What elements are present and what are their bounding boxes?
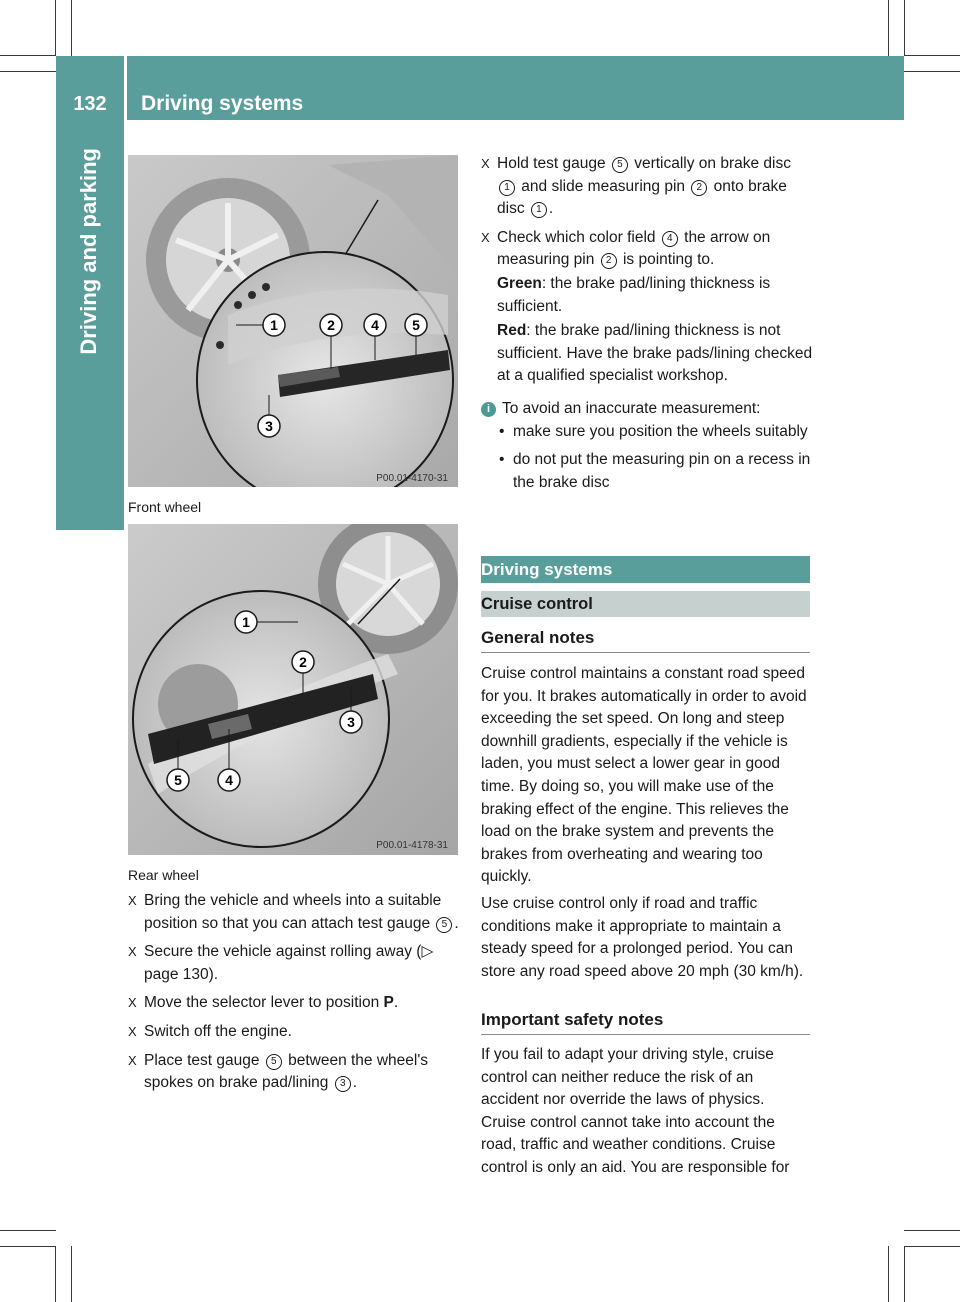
step-text: the arrow on measuring pin: [497, 228, 771, 269]
callout-reference: 2: [691, 180, 707, 196]
crop-mark: [904, 1246, 960, 1247]
step-marker: X: [481, 156, 490, 171]
step-text: is pointing to.: [618, 251, 715, 269]
step-text: vertically on brake disc: [629, 155, 791, 172]
info-bullet: • make sure you position the wheels suitably: [499, 422, 808, 440]
instruction-step: [481, 227, 813, 272]
svg-text:1: 1: [242, 614, 250, 630]
svg-text:3: 3: [347, 714, 355, 730]
left-steps: [128, 890, 460, 1101]
step-marker: X: [128, 944, 137, 960]
green-label: Green: [497, 275, 542, 292]
info-icon: i: [481, 402, 496, 417]
instruction-step: [128, 890, 460, 935]
instruction-step: [128, 992, 460, 1015]
crop-mark: [71, 1246, 72, 1302]
general-notes-heading: General notes: [481, 628, 810, 653]
info-intro-text: To avoid an inaccurate measurement:: [502, 400, 761, 417]
info-bullet-text: make sure you position the wheels suitably: [513, 422, 808, 440]
figure-caption-front: Front wheel: [128, 499, 202, 515]
instruction-step: [481, 153, 813, 221]
instruction-step: [128, 1050, 460, 1095]
step-text: page 130).: [144, 965, 219, 983]
crop-mark: [71, 0, 72, 56]
crop-mark: [0, 55, 56, 56]
red-result: [497, 320, 815, 388]
page-number: 132: [73, 93, 107, 115]
step-text: .: [393, 994, 399, 1012]
step-text: onto brake disc: [497, 177, 787, 218]
step-text: Check which color field: [497, 228, 660, 246]
callout-reference: 1: [531, 202, 547, 218]
crop-mark: [904, 1246, 905, 1302]
step-marker: X: [128, 893, 137, 908]
red-text: : the brake pad/lining thickness is not sufficient. Have the brake pads/lining checked at a qualified specialist workshop.: [497, 322, 813, 385]
front-wheel-illustration: [128, 155, 458, 487]
crop-mark: [55, 1246, 56, 1302]
step-text: Hold test gauge: [497, 155, 610, 172]
step-text: Secure the vehicle against rolling away (: [144, 943, 422, 961]
step-marker: X: [128, 995, 137, 1011]
general-notes-p2: Use cruise control only if road and traffic conditions make it appropriate to maintain a steady speed for a prolonged period. You can store any road speed above 20 mph (30 km/h).: [481, 894, 804, 980]
instruction-step: [128, 1021, 460, 1044]
callout-reference: 5: [266, 1054, 282, 1070]
step-text: between the wheel's spokes on brake pad/lining: [144, 1051, 429, 1092]
info-note: [481, 398, 813, 494]
step-text: .: [548, 200, 554, 218]
step-text: Switch off the engine.: [144, 1022, 292, 1040]
step-text: Bring the vehicle and wheels into a suitable position so that you can attach test gauge: [144, 892, 442, 932]
right-steps: [481, 153, 813, 278]
header-divider: [124, 56, 127, 120]
subsection-bar: [481, 591, 810, 617]
crop-mark: [904, 0, 905, 56]
callout-reference: 2: [601, 253, 617, 269]
chapter-label: Driving and parking: [76, 148, 101, 355]
page-title: Driving systems: [141, 92, 304, 115]
step-text: .: [352, 1074, 358, 1092]
callout-reference: 1: [499, 180, 515, 196]
crop-mark: [0, 1246, 56, 1247]
step-text: Place test gauge: [144, 1051, 264, 1069]
crop-mark: [888, 0, 889, 56]
color-results: [497, 273, 815, 388]
general-notes-body: [481, 663, 813, 983]
safety-heading: Important safety notes: [481, 1010, 810, 1035]
section-bar: [481, 556, 810, 583]
crop-mark: [904, 71, 960, 72]
figure-code: P00.01-4170-31: [376, 473, 448, 484]
section-bar-title: Driving systems: [481, 560, 613, 579]
step-text: ▷: [421, 943, 434, 961]
step-marker: X: [128, 1052, 137, 1068]
crop-mark: [0, 1230, 56, 1231]
callout-reference: 5: [612, 157, 628, 173]
info-bullet: • do not put the measuring pin on a recess in the brake disc: [499, 451, 811, 491]
callout-reference: 4: [662, 231, 678, 247]
svg-text:4: 4: [371, 317, 379, 333]
callout-reference: 5: [436, 917, 452, 933]
figure-code: P00.01-4178-31: [376, 840, 448, 851]
instruction-step: [128, 941, 460, 986]
crop-mark: [55, 0, 56, 56]
safety-body: [481, 1044, 813, 1180]
green-result: [497, 273, 815, 318]
step-text: and slide measuring pin: [517, 177, 690, 195]
crop-mark: [0, 71, 56, 72]
rear-wheel-illustration: [128, 524, 458, 855]
crop-mark: [888, 1246, 889, 1302]
crop-mark: [904, 1230, 960, 1231]
step-text: Move the selector lever to position: [144, 994, 384, 1012]
safety-p1: If you fail to adapt your driving style, cruise control can neither reduce the risk of an accident nor override the laws of physics. Cruise control cannot take into account the road, traffic and weather conditions. Cruise control is only an aid. You are responsible for: [481, 1046, 790, 1176]
svg-text:3: 3: [265, 418, 273, 434]
crop-mark: [904, 55, 960, 56]
front-wheel-figure: [128, 155, 458, 487]
svg-text:1: 1: [270, 317, 278, 333]
svg-text:5: 5: [412, 317, 420, 333]
svg-text:4: 4: [225, 772, 233, 788]
red-label: Red: [497, 322, 527, 340]
step-text: .: [454, 914, 459, 932]
info-intro: [481, 398, 813, 421]
info-bullet-text: do not put the measuring pin on a recess in the brake disc: [513, 451, 811, 491]
figure-caption-rear: Rear wheel: [128, 867, 199, 883]
svg-text:5: 5: [174, 772, 182, 788]
subsection-bar-title: Cruise control: [481, 595, 593, 613]
general-notes-p1: Cruise control maintains a constant road speed for you. It brakes automatically in order to avoid exceeding the set speed. On long and steep downhill gradients, especially if the vehicle is laden, you must select a lower gear in good time. By doing so, you will make use of the braking effect of the engine. This relieves the load on the brake system and prevents the brakes from overheating and wearing too quickly.: [481, 665, 807, 886]
step-emphasis: P: [383, 994, 394, 1012]
green-text: : the brake pad/lining thickness is sufficient.: [497, 275, 771, 315]
callout-reference: 3: [335, 1076, 351, 1092]
svg-text:2: 2: [327, 317, 335, 333]
svg-text:2: 2: [299, 654, 307, 670]
step-marker: X: [481, 229, 490, 245]
step-marker: X: [128, 1023, 137, 1039]
rear-wheel-figure: [128, 524, 458, 855]
